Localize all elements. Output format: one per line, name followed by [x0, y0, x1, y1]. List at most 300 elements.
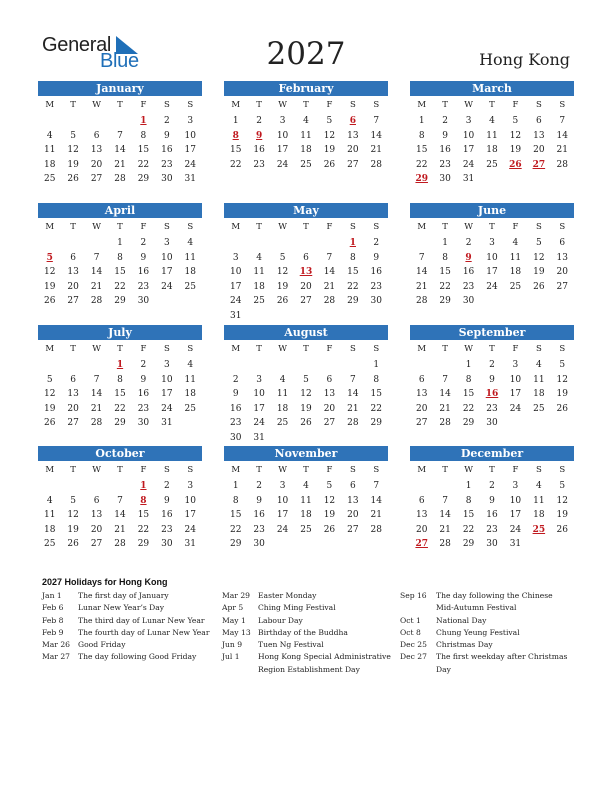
- holiday-item: [400, 590, 572, 615]
- weekday-label: F: [512, 222, 519, 232]
- day-cell: 2: [489, 481, 495, 491]
- day-cell: 19: [556, 389, 568, 400]
- day-cell: 15: [229, 510, 242, 521]
- day-cell: 1: [465, 360, 472, 370]
- weekday-header-row: [38, 220, 202, 234]
- weekday-header-row: [410, 342, 574, 356]
- day-cell: 3: [489, 238, 495, 248]
- empty-day-cell: [294, 236, 317, 251]
- day-cell: 12: [300, 389, 312, 400]
- day-cell: 1: [232, 116, 239, 126]
- weekday-label: T: [303, 100, 309, 110]
- day-cell: 24: [276, 159, 289, 170]
- day-cell: 5: [535, 238, 542, 248]
- day-cell: 29: [114, 418, 126, 429]
- weekday-label: M: [45, 344, 55, 354]
- day-cell: 6: [418, 495, 425, 506]
- empty-day-cell: [85, 236, 108, 251]
- day-cell: 21: [439, 403, 451, 414]
- weekday-label: W: [464, 100, 473, 110]
- day-cell: 25: [276, 418, 289, 429]
- day-cell: 22: [229, 159, 242, 170]
- day-cell: 4: [535, 360, 542, 370]
- empty-day-cell: [341, 358, 364, 373]
- weekday-label: M: [417, 465, 427, 475]
- weekday-label: M: [45, 465, 55, 475]
- day-cell: 17: [229, 281, 242, 292]
- weekday-label: W: [92, 465, 101, 475]
- weekday-label: M: [231, 222, 241, 232]
- holiday-date: Jun 9: [222, 640, 243, 650]
- day-cell: 11: [533, 374, 545, 385]
- day-cell: 6: [559, 238, 566, 248]
- day-cell: 8: [465, 374, 472, 385]
- day-cell: 27: [300, 296, 312, 307]
- empty-day-cell: [247, 358, 270, 373]
- day-cell: 4: [46, 130, 53, 141]
- day-cell: 14: [556, 130, 568, 141]
- day-cell: 27: [67, 418, 79, 429]
- weekday-label: W: [278, 465, 287, 475]
- day-cell: 19: [509, 145, 522, 156]
- weekday-label: S: [349, 465, 356, 475]
- holiday-item: [400, 639, 572, 651]
- day-cell: 15: [347, 267, 359, 278]
- day-cell: 8: [465, 495, 472, 506]
- day-cell: 12: [509, 130, 522, 141]
- day-cell: 20: [323, 403, 336, 414]
- day-cell: 12: [533, 252, 545, 263]
- day-cell: 21: [90, 281, 103, 292]
- day-cell: 15: [229, 145, 242, 156]
- day-grid: [224, 236, 388, 324]
- day-cell: 7: [117, 495, 123, 506]
- day-cell: 16: [137, 389, 150, 400]
- day-cell: 10: [184, 130, 196, 141]
- day-cell: 4: [256, 252, 262, 263]
- holiday-date: Sep 16: [400, 591, 427, 600]
- day-cell: 23: [229, 418, 242, 429]
- day-cell: 22: [114, 403, 126, 414]
- day-cell: 28: [439, 418, 451, 429]
- day-cell: 25: [184, 403, 196, 414]
- empty-day-cell: [61, 479, 84, 494]
- day-cell: 23: [439, 159, 451, 170]
- weekday-label: F: [326, 222, 333, 232]
- day-cell: 11: [253, 267, 265, 278]
- day-cell: 5: [559, 481, 566, 491]
- day-cell: 7: [117, 130, 123, 141]
- day-cell: 1: [442, 238, 448, 248]
- weekday-label: T: [442, 100, 448, 110]
- weekday-label: S: [535, 222, 542, 232]
- holiday-date: May 1: [222, 615, 246, 625]
- weekday-label: F: [512, 465, 519, 475]
- day-cell: 3: [465, 116, 472, 126]
- day-cell: 5: [303, 374, 309, 385]
- day-cell: 21: [114, 159, 126, 170]
- day-cell: 27: [347, 524, 359, 535]
- day-cell: 4: [46, 495, 53, 506]
- month-september: [410, 325, 574, 431]
- day-cell: 29: [462, 539, 475, 550]
- day-cell: 5: [279, 252, 286, 263]
- holiday-name: The first day of January: [78, 591, 169, 600]
- day-grid: [38, 236, 202, 309]
- day-cell: 20: [415, 524, 428, 535]
- day-cell: 11: [43, 510, 56, 521]
- day-cell: 16: [486, 510, 498, 521]
- day-cell: 29: [370, 418, 382, 429]
- day-cell: 8: [140, 130, 147, 141]
- empty-day-cell: [318, 358, 341, 373]
- weekday-label: M: [417, 344, 427, 354]
- weekday-header-row: [410, 98, 574, 112]
- day-cell: 18: [43, 524, 56, 535]
- day-cell: 22: [439, 281, 451, 292]
- day-cell: 4: [512, 238, 519, 248]
- day-cell: 19: [300, 403, 312, 414]
- day-cell: 21: [439, 524, 451, 535]
- weekday-label: T: [442, 222, 448, 232]
- day-cell: 18: [533, 510, 545, 521]
- day-cell: 2: [489, 360, 495, 370]
- day-cell: 20: [67, 403, 79, 414]
- day-cell: 18: [253, 281, 265, 292]
- weekday-label: T: [256, 222, 262, 232]
- day-cell: 19: [43, 403, 56, 414]
- day-cell: 29: [137, 539, 150, 550]
- day-cell: 17: [276, 510, 289, 521]
- month-june: [410, 203, 574, 309]
- day-cell: 23: [137, 403, 150, 414]
- day-cell: 15: [137, 145, 150, 156]
- month-header: November: [224, 446, 388, 461]
- holiday-name: The fourth day of Lunar New Year: [78, 627, 210, 637]
- holiday-day-cell: 1: [140, 116, 147, 126]
- day-cell: 17: [509, 510, 522, 521]
- day-cell: 28: [90, 296, 103, 307]
- day-cell: 15: [137, 510, 150, 521]
- holiday-day-cell: 25: [532, 524, 546, 535]
- weekday-label: S: [535, 344, 542, 354]
- day-cell: 28: [556, 159, 568, 170]
- day-cell: 18: [509, 267, 522, 278]
- weekday-label: T: [489, 100, 495, 110]
- day-cell: 19: [323, 510, 336, 521]
- day-cell: 28: [114, 539, 126, 550]
- day-cell: 14: [90, 389, 103, 400]
- day-cell: 4: [187, 238, 194, 248]
- day-cell: 5: [46, 374, 53, 385]
- month-header: October: [38, 446, 202, 461]
- empty-day-cell: [224, 358, 247, 373]
- day-cell: 26: [556, 524, 568, 535]
- day-cell: 14: [415, 267, 428, 278]
- day-cell: 4: [303, 481, 309, 491]
- empty-day-cell: [224, 236, 247, 251]
- day-cell: 27: [67, 296, 79, 307]
- day-cell: 20: [347, 145, 359, 156]
- day-cell: 8: [373, 374, 380, 385]
- day-cell: 12: [556, 374, 568, 385]
- day-cell: 20: [90, 159, 103, 170]
- weekday-header-row: [224, 220, 388, 234]
- weekday-label: S: [373, 100, 380, 110]
- day-cell: 19: [43, 281, 56, 292]
- weekday-label: F: [326, 100, 333, 110]
- month-header: September: [410, 325, 574, 340]
- day-cell: 16: [253, 510, 265, 521]
- day-cell: 25: [300, 524, 312, 535]
- weekday-label: T: [70, 222, 76, 232]
- holiday-column: [222, 590, 396, 676]
- day-cell: 9: [489, 495, 495, 506]
- weekday-label: S: [163, 344, 170, 354]
- weekday-label: T: [117, 100, 123, 110]
- page-title-year: 2027: [266, 36, 346, 72]
- day-cell: 25: [43, 174, 56, 185]
- day-cell: 2: [232, 374, 239, 385]
- day-cell: 7: [326, 252, 333, 263]
- day-cell: 16: [161, 510, 173, 521]
- day-cell: 18: [486, 145, 498, 156]
- day-cell: 20: [67, 281, 79, 292]
- day-cell: 3: [256, 374, 262, 385]
- holiday-day-cell: 26: [509, 159, 522, 170]
- empty-day-cell: [433, 479, 456, 494]
- weekday-label: S: [349, 344, 356, 354]
- month-august: [224, 325, 388, 446]
- weekday-label: W: [278, 222, 287, 232]
- day-cell: 26: [67, 174, 79, 185]
- day-cell: 28: [347, 418, 359, 429]
- day-grid: [224, 479, 388, 552]
- weekday-label: F: [326, 344, 333, 354]
- day-cell: 11: [509, 252, 522, 263]
- day-cell: 12: [43, 389, 56, 400]
- weekday-label: W: [92, 222, 101, 232]
- day-cell: 3: [279, 116, 286, 126]
- day-cell: 13: [533, 130, 545, 141]
- day-cell: 17: [253, 403, 265, 414]
- weekday-label: S: [535, 465, 542, 475]
- day-cell: 27: [347, 159, 359, 170]
- day-cell: 22: [137, 159, 150, 170]
- day-cell: 9: [163, 495, 170, 506]
- day-grid: [410, 358, 574, 431]
- day-cell: 2: [140, 238, 147, 248]
- holiday-item: [400, 615, 572, 627]
- holiday-name: Christmas Day: [436, 640, 493, 650]
- day-cell: 21: [415, 281, 428, 292]
- day-cell: 31: [184, 539, 196, 550]
- day-cell: 31: [161, 418, 173, 429]
- day-cell: 10: [509, 374, 522, 385]
- day-cell: 1: [373, 360, 380, 370]
- day-cell: 27: [415, 418, 428, 429]
- month-header: February: [224, 81, 388, 96]
- empty-day-cell: [271, 358, 294, 373]
- weekday-label: T: [442, 465, 448, 475]
- day-cell: 6: [70, 252, 76, 263]
- day-cell: 6: [326, 374, 333, 385]
- day-grid: [38, 114, 202, 187]
- day-cell: 28: [90, 418, 103, 429]
- day-cell: 14: [347, 389, 359, 400]
- weekday-label: W: [464, 222, 473, 232]
- holiday-name: Tuen Ng Festival: [258, 640, 324, 650]
- weekday-label: F: [512, 100, 519, 110]
- day-grid: [224, 358, 388, 446]
- day-cell: 26: [43, 296, 56, 307]
- weekday-label: F: [140, 465, 147, 475]
- day-cell: 22: [370, 403, 382, 414]
- weekday-header-row: [38, 463, 202, 477]
- day-cell: 5: [70, 130, 76, 141]
- day-cell: 23: [486, 403, 498, 414]
- day-cell: 23: [253, 524, 265, 535]
- day-cell: 27: [556, 281, 568, 292]
- day-cell: 20: [533, 145, 545, 156]
- day-cell: 10: [276, 130, 289, 141]
- day-cell: 9: [140, 374, 147, 385]
- logo-blue-text: Blue: [100, 50, 139, 72]
- day-cell: 12: [323, 130, 336, 141]
- weekday-label: S: [187, 344, 194, 354]
- day-cell: 11: [184, 252, 196, 263]
- day-cell: 16: [229, 403, 242, 414]
- day-cell: 11: [276, 389, 289, 400]
- day-cell: 17: [184, 145, 196, 156]
- month-header: March: [410, 81, 574, 96]
- weekday-label: W: [92, 344, 101, 354]
- weekday-label: T: [256, 465, 262, 475]
- day-cell: 5: [326, 116, 333, 126]
- day-cell: 30: [161, 174, 173, 185]
- day-cell: 17: [276, 145, 289, 156]
- empty-day-cell: [410, 479, 433, 494]
- day-cell: 22: [415, 159, 428, 170]
- day-cell: 16: [161, 145, 173, 156]
- holiday-date: Dec 27: [400, 652, 427, 662]
- holiday-day-cell: 9: [256, 130, 263, 141]
- day-cell: 30: [137, 296, 150, 307]
- day-cell: 13: [67, 267, 79, 278]
- day-cell: 21: [347, 403, 359, 414]
- day-cell: 31: [462, 174, 475, 185]
- day-cell: 24: [509, 524, 522, 535]
- holiday-column: [400, 590, 572, 676]
- empty-day-cell: [108, 479, 131, 494]
- day-cell: 3: [163, 238, 170, 248]
- weekday-label: T: [117, 344, 123, 354]
- day-cell: 24: [184, 524, 196, 535]
- weekday-label: F: [512, 344, 519, 354]
- empty-day-cell: [38, 236, 61, 251]
- day-cell: 10: [161, 252, 173, 263]
- day-cell: 30: [253, 539, 265, 550]
- day-cell: 9: [232, 389, 239, 400]
- empty-day-cell: [61, 358, 84, 373]
- day-cell: 21: [370, 510, 382, 521]
- holiday-name: The first weekday after Christmas Day: [436, 652, 568, 674]
- day-grid: [224, 114, 388, 172]
- day-cell: 5: [559, 360, 566, 370]
- day-cell: 1: [418, 116, 425, 126]
- day-cell: 9: [442, 130, 448, 141]
- day-cell: 23: [137, 281, 150, 292]
- day-cell: 3: [512, 360, 519, 370]
- holiday-day-cell: 13: [299, 267, 313, 278]
- day-cell: 18: [276, 403, 289, 414]
- day-cell: 29: [114, 296, 126, 307]
- day-cell: 7: [418, 252, 425, 263]
- day-cell: 11: [43, 145, 56, 156]
- day-cell: 30: [161, 539, 173, 550]
- weekday-label: W: [464, 465, 473, 475]
- day-cell: 4: [303, 116, 309, 126]
- day-cell: 16: [439, 145, 451, 156]
- day-cell: 18: [184, 267, 196, 278]
- holiday-item: [42, 602, 214, 614]
- holiday-name: The day following Good Friday: [78, 652, 197, 662]
- day-cell: 28: [415, 296, 428, 307]
- month-july: [38, 325, 202, 431]
- day-cell: 13: [415, 389, 428, 400]
- holiday-day-cell: 5: [46, 252, 53, 263]
- day-cell: 24: [509, 403, 522, 414]
- holiday-day-cell: 8: [232, 130, 239, 141]
- holiday-item: [222, 639, 396, 651]
- weekday-label: M: [231, 465, 241, 475]
- holiday-item: [222, 590, 396, 602]
- day-cell: 25: [253, 296, 265, 307]
- day-cell: 7: [373, 116, 380, 126]
- weekday-label: F: [140, 344, 147, 354]
- day-cell: 24: [161, 403, 173, 414]
- day-cell: 19: [276, 281, 289, 292]
- day-cell: 7: [373, 481, 380, 491]
- day-cell: 6: [418, 374, 425, 385]
- day-cell: 18: [184, 389, 196, 400]
- day-cell: 7: [442, 374, 448, 385]
- day-cell: 26: [533, 281, 545, 292]
- day-cell: 10: [161, 374, 173, 385]
- empty-day-cell: [85, 358, 108, 373]
- day-cell: 11: [300, 495, 312, 506]
- weekday-label: S: [187, 222, 194, 232]
- day-cell: 29: [347, 296, 359, 307]
- month-may: [224, 203, 388, 324]
- day-cell: 26: [323, 159, 336, 170]
- day-cell: 26: [556, 403, 568, 414]
- day-cell: 15: [462, 389, 475, 400]
- day-cell: 10: [462, 130, 475, 141]
- holiday-name: National Day: [436, 615, 487, 625]
- holiday-item: [42, 639, 214, 651]
- day-cell: 28: [114, 174, 126, 185]
- holiday-name: Good Friday: [78, 640, 126, 650]
- month-october: [38, 446, 202, 552]
- day-cell: 8: [418, 130, 425, 141]
- day-cell: 5: [326, 481, 333, 491]
- day-cell: 31: [509, 539, 522, 550]
- weekday-label: T: [442, 344, 448, 354]
- holiday-item: [42, 590, 214, 602]
- day-cell: 2: [465, 238, 472, 248]
- day-cell: 24: [276, 524, 289, 535]
